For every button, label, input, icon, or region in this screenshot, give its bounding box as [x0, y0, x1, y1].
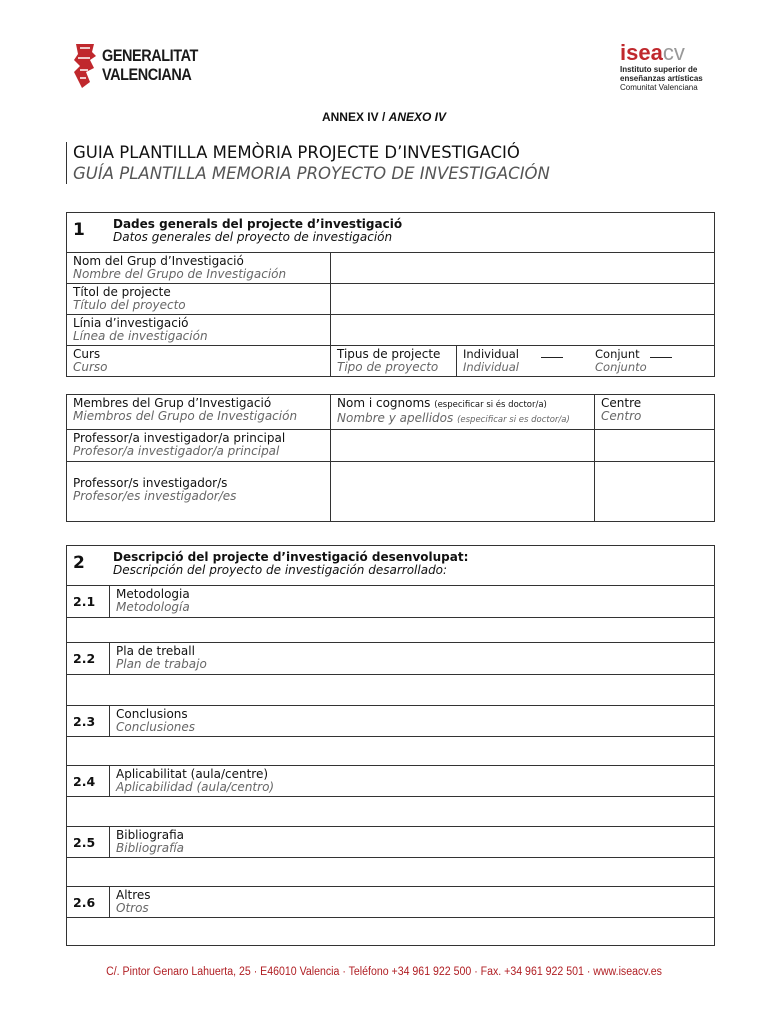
section1-header	[67, 213, 715, 253]
isea-name-b: cv	[662, 40, 685, 65]
col2-note-es: (especificar si es doctor/a)	[457, 415, 570, 425]
annex-label	[0, 110, 768, 124]
group-name-label: Nom del Grup d’Investigació Nombre del Grupo de Investigación	[67, 253, 331, 284]
annex-es: ANEXO IV	[388, 110, 447, 124]
project-title-field[interactable]	[331, 284, 715, 315]
members-col1-header: Membres del Grup d’Investigació Miembros del Grupo de Investigación	[67, 395, 331, 430]
section2-heading-es: Descripción del proyecto de investigación desarrollado:	[113, 563, 448, 577]
conjunt-label-es: Conjunto	[595, 360, 647, 374]
principal-researcher-label: Professor/a investigador/a principal Profesor/a investigador/a principal	[67, 430, 331, 462]
isea-sub2: enseñanzas artísticas	[620, 74, 703, 83]
section2-table	[66, 545, 715, 946]
item-2-5-number: 2.5	[67, 827, 110, 858]
section2-header	[67, 546, 715, 586]
item-2-3-label: Conclusions Conclusiones	[110, 706, 715, 737]
section1-heading-ca: Dades generals del projecte d’investigació	[113, 217, 403, 231]
col2-note: (especificar si és doctor/a)	[434, 400, 547, 410]
principal-researcher-centre-field[interactable]	[595, 430, 715, 462]
item-2-1-number: 2.1	[67, 586, 110, 618]
researchers-label: Professor/s investigador/s Profesor/es investigador/es	[67, 462, 331, 522]
conjunt-label: Conjunt	[595, 347, 640, 361]
conjunt-blank[interactable]	[650, 348, 672, 358]
individual-label: Individual	[463, 347, 520, 361]
members-table	[66, 394, 715, 522]
item-2-5-field[interactable]	[67, 858, 715, 887]
item-2-6-label: Altres Otros	[110, 887, 715, 918]
item-2-2-number: 2.2	[67, 643, 110, 675]
researchers-name-field[interactable]	[331, 462, 595, 522]
research-line-field[interactable]	[331, 315, 715, 346]
project-title-label: Títol de projecte Título del proyecto	[67, 284, 331, 315]
section2-number: 2	[73, 553, 85, 573]
project-type-label: Tipus de projecte Tipo de proyecto	[331, 346, 457, 377]
principal-researcher-name-field[interactable]	[331, 430, 595, 462]
section2-heading-ca: Descripció del projecte d’investigació desenvolupat:	[113, 550, 469, 564]
group-name-field[interactable]	[331, 253, 715, 284]
item-2-5-label: Bibliografia Bibliografía	[110, 827, 715, 858]
isea-sub3: Comunitat Valenciana	[620, 83, 698, 92]
item-2-3-number: 2.3	[67, 706, 110, 737]
item-2-4-number: 2.4	[67, 766, 110, 797]
page-title	[66, 142, 550, 184]
course-cell[interactable]: Curs Curso	[67, 346, 331, 377]
item-2-3-field[interactable]	[67, 737, 715, 766]
item-2-1-field[interactable]	[67, 618, 715, 643]
members-col2-header: Nom i cognoms (especificar si és doctor/a) Nombre y apellidos (especificar si es doctor/a)	[331, 395, 595, 430]
researchers-centre-field[interactable]	[595, 462, 715, 522]
isea-name-a: isea	[620, 40, 663, 65]
generalitat-emblem-icon	[72, 42, 98, 90]
title-es: GUÍA PLANTILLA MEMORIA PROYECTO DE INVESTIGACIÓN	[73, 164, 550, 183]
item-2-2-field[interactable]	[67, 675, 715, 706]
members-col3-header: Centre Centro	[595, 395, 715, 430]
section1-heading-es: Datos generales del proyecto de investigación	[113, 230, 393, 244]
footer-address: C/. Pintor Genaro Lahuerta, 25 · E46010 Valencia · Teléfono +34 961 922 500 · Fax. +34 961 922 501 · www.iseacv.es	[106, 966, 662, 978]
iseacv-logo	[620, 42, 720, 96]
item-2-6-number: 2.6	[67, 887, 110, 918]
title-ca: GUIA PLANTILLA MEMÒRIA PROJECTE D’INVESTIGACIÓ	[73, 143, 520, 162]
section1-table	[66, 212, 715, 377]
annex-ca: ANNEX IV /	[321, 110, 389, 124]
individual-blank[interactable]	[541, 348, 563, 358]
section1-number: 1	[73, 220, 85, 240]
gv-logo-line1: GENERALITAT	[102, 46, 198, 65]
item-2-4-label: Aplicabilitat (aula/centre) Aplicabilidad (aula/centro)	[110, 766, 715, 797]
item-2-1-label: Metodologia Metodología	[110, 586, 715, 618]
research-line-label: Línia d’investigació Línea de investigación	[67, 315, 331, 346]
item-2-2-label: Pla de treball Plan de trabajo	[110, 643, 715, 675]
project-type-options[interactable]	[457, 346, 715, 377]
generalitat-valenciana-logo	[72, 42, 202, 92]
individual-label-es: Individual	[463, 360, 520, 374]
isea-sub1: Instituto superior de	[620, 65, 698, 74]
item-2-6-field[interactable]	[67, 918, 715, 946]
gv-logo-line2: VALENCIANA	[102, 65, 192, 84]
item-2-4-field[interactable]	[67, 797, 715, 827]
